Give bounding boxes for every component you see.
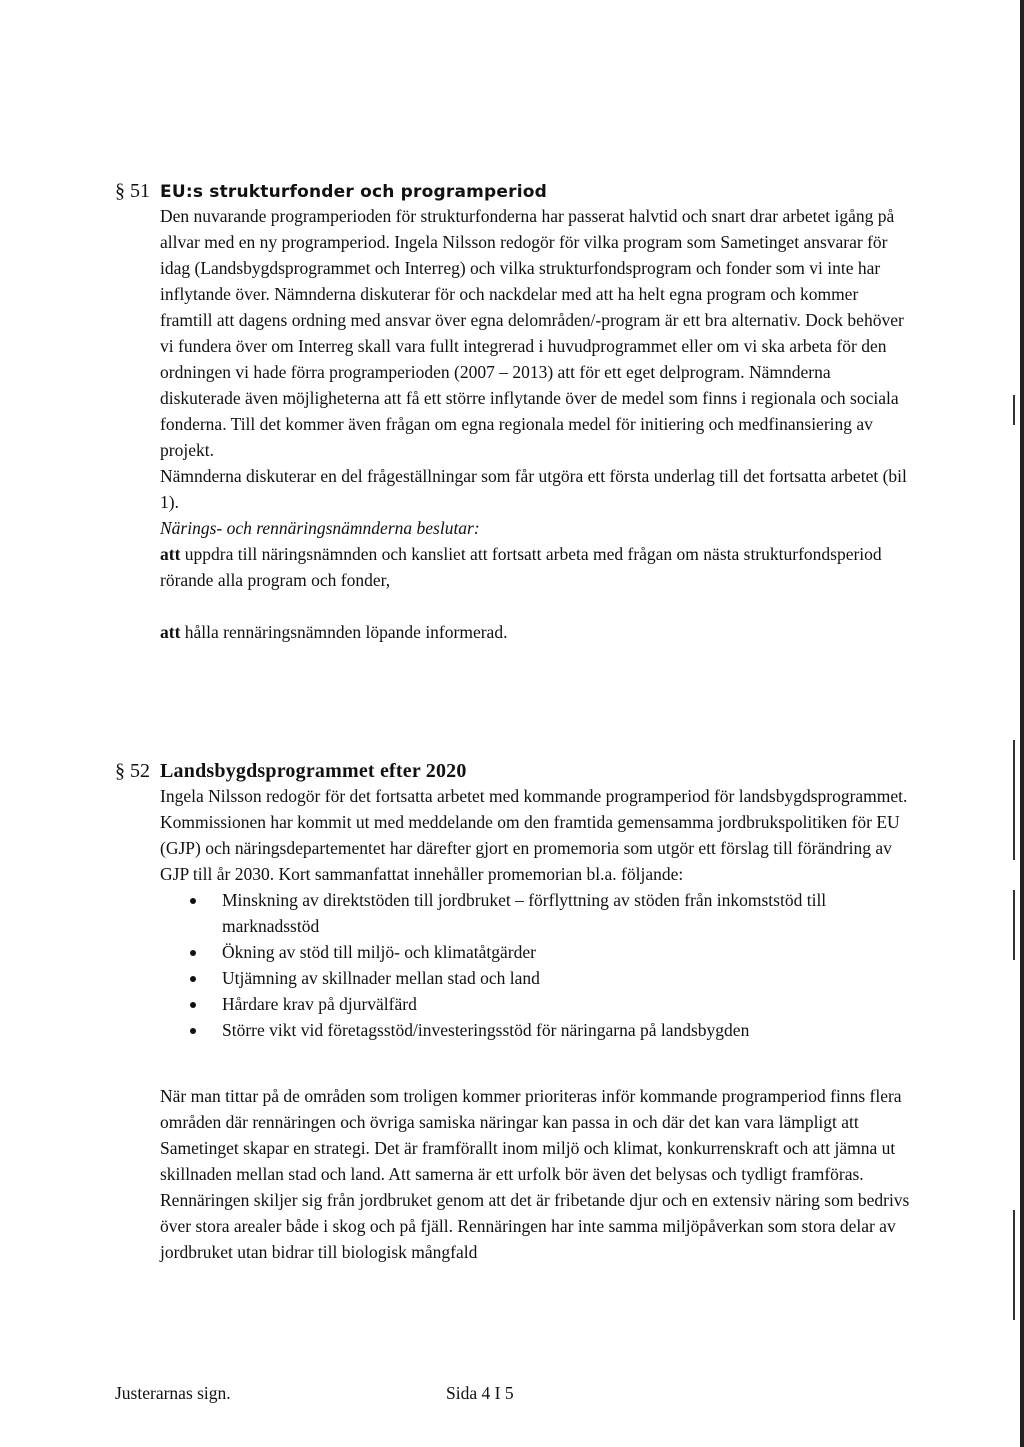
decision-item: [160, 541, 915, 593]
list-item: Minskning av direktstöden till jordbruket – förflyttning av stöden från inkomststöd till marknadsstöd: [222, 887, 915, 939]
paragraph: Ingela Nilsson redogör för det fortsatta arbetet med kommande programperiod för landsbygdsprogrammet. Kommissionen har kommit ut med meddelande om den framtida gemensamma jordbrukspolitiken för EU (GJP) och näringsdepartementet har därefter gjort en promemoria som utgör ett förslag till förändring av GJP till år 2030. Kort sammanfattat innehåller promemorian bl.a. följande:: [160, 786, 908, 884]
scan-mark: [1013, 1210, 1015, 1320]
signature-label: Justerarnas sign.: [115, 1383, 231, 1403]
section-body: [160, 783, 915, 1265]
section-51: [115, 180, 915, 645]
att-keyword: att: [160, 544, 181, 564]
decision-text: uppdra till näringsnämnden och kansliet att fortsatt arbeta med frågan om nästa strukturfondsperiod rörande alla program och fonder,: [160, 544, 882, 590]
decision-text: hålla rennäringsnämnden löpande informerad.: [184, 622, 508, 642]
decision-item: [160, 619, 915, 645]
paragraph: Rennäringen skiljer sig från jordbruket genom att det är fribetande djur och en extensiv näring som bedrivs över stora arealer både i skog och på fjäll. Rennäringen har inte samma miljöpåverkan som stora delar av jordbruket utan bidrar till biologisk mångfald: [160, 1190, 910, 1262]
section-title: EU:s strukturfonder och programperiod: [160, 182, 547, 202]
list-item: Ökning av stöd till miljö- och klimatåtgärder: [222, 939, 915, 965]
decision-heading: Närings- och rennäringsnämnderna beslutar:: [160, 518, 480, 538]
list-item: Utjämning av skillnader mellan stad och land: [222, 965, 915, 991]
list-item: Hårdare krav på djurvälfärd: [222, 991, 915, 1017]
section-title: Landsbygdsprogrammet efter 2020: [160, 760, 467, 782]
section-number: § 51: [115, 180, 150, 202]
bullet-list: [160, 887, 915, 1043]
section-body: [160, 203, 915, 645]
paragraph: Den nuvarande programperioden för strukturfonderna har passerat halvtid och snart drar arbetet igång på allvar med en ny programperiod. Ingela Nilsson redogör för vilka program som Sametinget ansvarar för idag (Landsbygdsprogrammet och Interreg) och vilka strukturfondsprogram och fonder som vi inte har inflytande över. Nämnderna diskuterar för och nackdelar med att ha helt egna program och kommer framtill att dagens ordning med ansvar över egna delområden/-program är ett bra alternativ. Dock behöver vi fundera över om Interreg skall vara fullt integrerad i huvudprogrammet eller om vi ska arbeta för den ordningen vi hade förra programperioden (2007 – 2013) att för ett eget delprogram. Nämnderna diskuterade även möjligheterna att få ett större inflytande över de medel som finns i regionala och sociala fonderna. Till det kommer även frågan om egna regionala medel för initiering och medfinansiering av projekt.: [160, 206, 904, 460]
scan-mark: [1013, 890, 1015, 960]
page-number: Sida 4 I 5: [446, 1383, 514, 1403]
scan-mark: [1013, 740, 1015, 860]
section-number: § 52: [115, 760, 150, 782]
scan-edge-line: [1020, 0, 1024, 1447]
list-item: Större vikt vid företagsstöd/investeringsstöd för näringarna på landsbygden: [222, 1017, 915, 1043]
section-heading: [115, 760, 915, 783]
paragraph: När man tittar på de områden som troligen kommer prioriteras inför kommande programperiod finns flera områden där rennäringen och övriga samiska näringar kan passa in och där det kan vara lämpligt att Sametinget skapar en strategi. Det är framförallt inom miljö och klimat, konkurrenskraft och att jämna ut skillnaden mellan stad och land. Att samerna är ett urfolk bör även det belysas och tydligt framföras.: [160, 1086, 902, 1184]
section-heading: [115, 180, 915, 203]
scan-mark: [1013, 395, 1015, 425]
section-52: [115, 760, 915, 1265]
att-keyword: att: [160, 622, 181, 642]
paragraph: Nämnderna diskuterar en del frågeställningar som får utgöra ett första underlag till det fortsatta arbetet (bil 1).: [160, 466, 907, 512]
